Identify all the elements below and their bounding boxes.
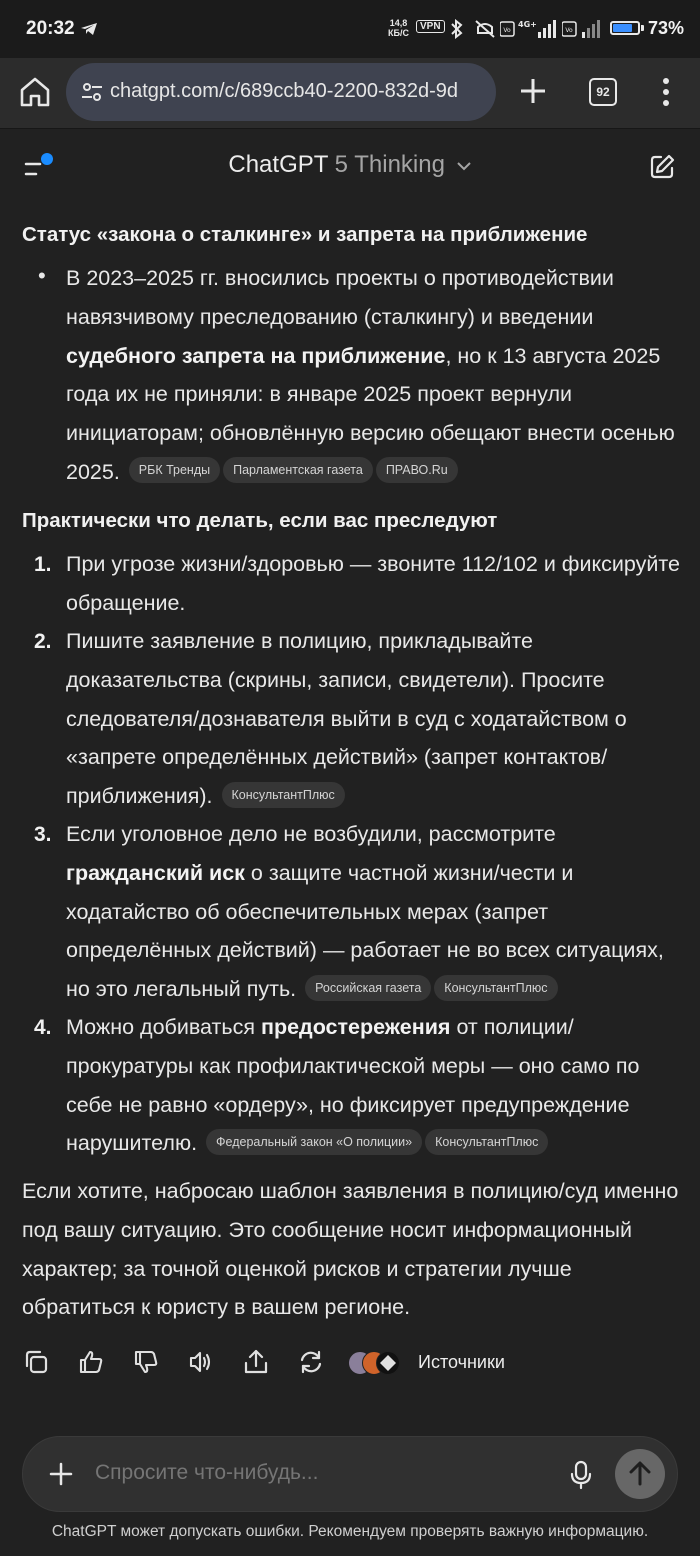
bluetooth-icon (450, 19, 464, 39)
message-actions (0, 1340, 700, 1384)
share-icon[interactable] (242, 1348, 270, 1376)
app-header (0, 128, 700, 207)
send-button[interactable] (615, 1449, 665, 1499)
url-text[interactable]: chatgpt.com/c/689ccb40-2200-832d-9d (110, 80, 459, 102)
bullet-marker: • (38, 263, 46, 288)
new-tab-icon[interactable] (516, 74, 550, 108)
source-chip[interactable]: КонсультантПлюс (222, 782, 345, 808)
source-chip[interactable]: КонсультантПлюс (425, 1129, 548, 1155)
list-number: 1. (34, 553, 52, 576)
status-bar (0, 0, 700, 58)
closing-paragraph: Если хотите, набросаю шаблон заявления в полицию/суд именно под вашу ситуацию. Это сообщение носит информационный характер; за точной оценкой рисков и стратегии лучше обратиться к юристу в вашем регионе. (22, 1179, 679, 1320)
source-chip[interactable]: РБК Тренды (129, 457, 220, 483)
thumbs-down-icon[interactable] (132, 1348, 160, 1376)
site-settings-icon[interactable] (80, 80, 104, 104)
svg-text:4G+: 4G+ (518, 20, 537, 29)
list-number: 3. (34, 823, 52, 846)
battery-icon (610, 21, 640, 35)
arrow-up-icon[interactable] (615, 1449, 665, 1499)
source-favicons[interactable] (348, 1351, 412, 1375)
source-chip[interactable]: Парламентская газета (223, 457, 373, 483)
attach-plus-icon[interactable] (47, 1460, 75, 1488)
mute-icon (474, 19, 496, 39)
browser-toolbar (0, 58, 700, 128)
model-selector[interactable] (0, 151, 700, 179)
svg-text:Vo: Vo (503, 27, 511, 34)
more-menu-icon[interactable] (658, 76, 674, 108)
svg-text:Vo: Vo (565, 27, 573, 34)
list-number: 4. (34, 1016, 52, 1039)
message-input[interactable] (95, 1461, 535, 1485)
bullet-paragraph: В 2023–2025 гг. вносились проекты о противодействии навязчивому преследованию (сталкингу) и введении судебного запрета на приближение, но к 13 августа 2025 года их не приняли: в январе 2025 проект вернули инициаторам; обновлённую версию обещают внести осенью 2025. РБК Тренды Парламентская газета ПРАВО.Ru (66, 266, 675, 484)
telegram-notification-icon (80, 22, 98, 36)
section-heading: Практически что делать, если вас преследуют (22, 509, 498, 532)
thumbs-up-icon[interactable] (77, 1348, 105, 1376)
section-heading: Статус «закона о сталкинге» и запрета на приближение (22, 223, 588, 246)
battery-percent: 73% (648, 18, 685, 38)
model-name[interactable]: ChatGPT (228, 151, 328, 178)
list-item: При угрозе жизни/здоровью — звоните 112/102 и фиксируйте обращение. (66, 552, 680, 615)
list-item: Можно добиваться предостережения от полиции/прокуратуры как профилактической меры — оно само по себе не равно «ордеру», но фиксирует предупреждение нарушителю. Федеральный закон «О полиции» КонсультантПлюс (66, 1015, 640, 1156)
new-chat-icon[interactable] (648, 153, 676, 181)
network-speed: 14,8 КБ/С (388, 18, 409, 38)
list-item: Если уголовное дело не возбудили, рассмотрите гражданский иск о защите частной жизни/чести и ходатайство об обеспечительных мерах (запрет определённых действий) — работает не во всех ситуациях, но это легальный путь. Российская газета КонсультантПлюс (66, 822, 664, 1002)
sources-button[interactable]: Источники (418, 1352, 505, 1372)
disclaimer-text: ChatGPT может допускать ошибки. Рекомендуем проверять важную информацию. (51, 1523, 649, 1540)
list-number: 2. (34, 630, 52, 653)
status-time: 20:32 (26, 18, 75, 39)
composer (22, 1436, 678, 1512)
signal-strength-2-icon (562, 18, 604, 40)
chevron-down-icon[interactable] (456, 160, 472, 172)
model-version[interactable]: 5 Thinking (334, 151, 445, 178)
source-chip[interactable]: Федеральный закон «О полиции» (206, 1129, 422, 1155)
vpn-indicator: VPN (416, 20, 445, 33)
copy-icon[interactable] (22, 1348, 50, 1376)
list-item: Пишите заявление в полицию, прикладывайте доказательства (скрины, записи, свидетели). Просите следователя/дознавателя выйти в суд с ходатайством о «запрете определённых действий» (запрет контактов/приближения). КонсультантПлюс (66, 629, 627, 809)
regenerate-icon[interactable] (297, 1348, 325, 1376)
source-chip[interactable]: Российская газета (305, 975, 431, 1001)
address-bar[interactable] (66, 63, 496, 121)
signal-strength-icon (500, 18, 560, 40)
source-chip[interactable]: КонсультантПлюс (434, 975, 557, 1001)
source-favicon-icon (376, 1351, 400, 1375)
home-icon[interactable] (18, 75, 52, 109)
read-aloud-icon[interactable] (187, 1348, 215, 1376)
microphone-icon[interactable] (569, 1459, 593, 1491)
tab-switcher-button[interactable]: 92 (589, 78, 617, 106)
source-chip[interactable]: ПРАВО.Ru (376, 457, 458, 483)
